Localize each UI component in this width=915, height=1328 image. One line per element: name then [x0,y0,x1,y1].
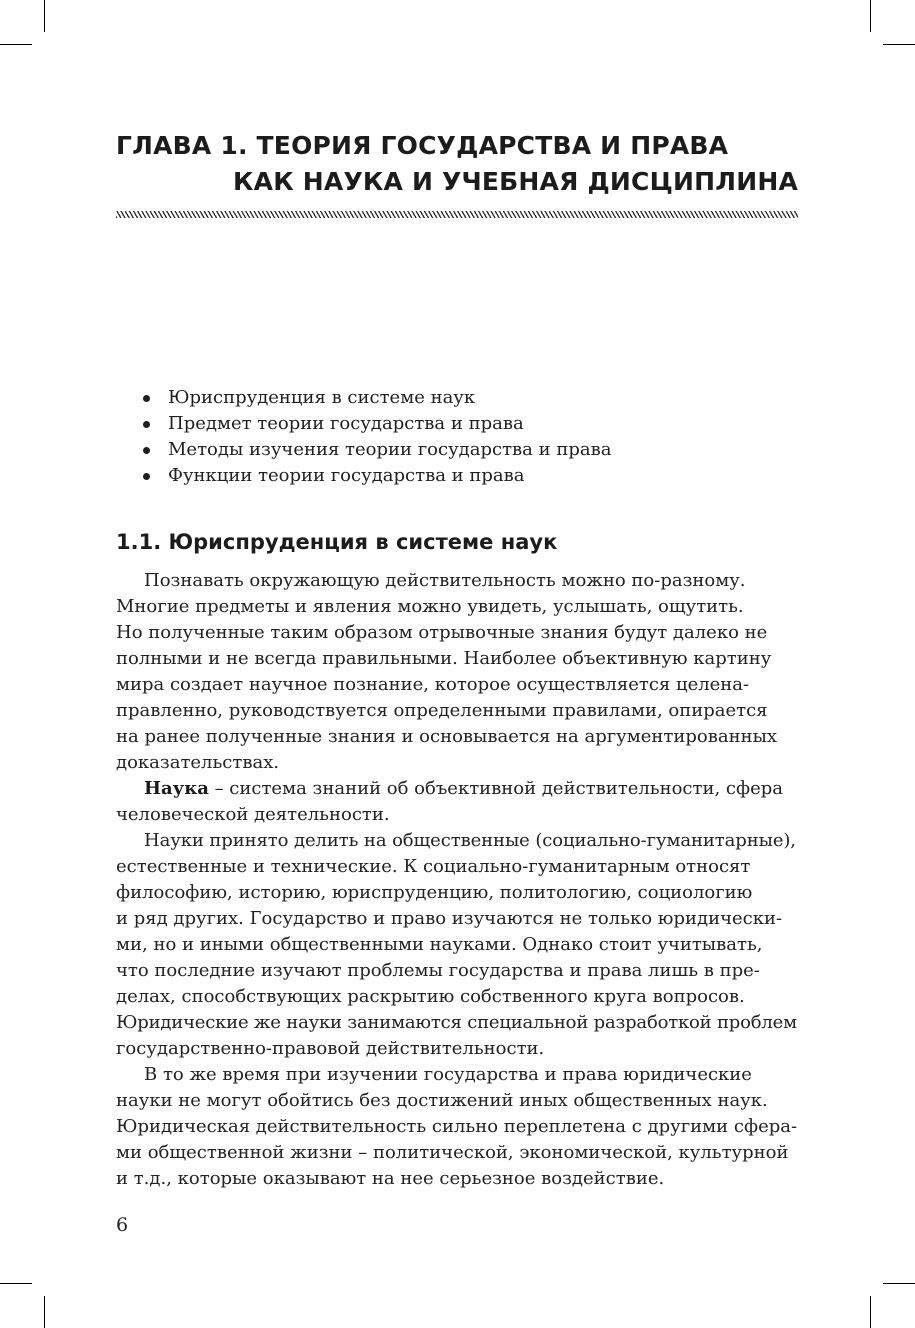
body-text [116,568,799,1192]
section-title: 1.1. Юриспруденция в системе наук [116,530,558,554]
crop-mark [0,1283,32,1284]
text-line: мира создает научное познание, которое осуществляется целена- [116,674,750,695]
crop-mark [44,1296,45,1328]
chapter-contents-list [140,385,611,489]
chapter-title-line-2: КАК НАУКА И УЧЕБНАЯ ДИСЦИПЛИНА [233,167,798,196]
text-line: философию, историю, юриспруденцию, политологию, социологию [116,882,753,903]
text-line: и т.д., которые оказывают на нее серьезное воздействие. [116,1168,665,1189]
crop-mark [44,0,45,32]
hatched-divider [116,211,798,218]
paragraph [116,568,799,776]
text-line: делах, способствующих раскрытию собственного круга вопросов. [116,986,745,1007]
paragraph [116,828,799,1062]
bullet-icon [143,473,150,480]
text-line: ми, но и иными общественными науками. Однако стоит учитывать, [116,934,763,955]
text-line: Науки принято делить на общественные (социально-гуманитарные), [144,830,796,851]
list-item: Предмет теории государства и права [140,411,611,437]
crop-mark [870,1296,871,1328]
chapter-title-line-1: ГЛАВА 1. ТЕОРИЯ ГОСУДАРСТВА И ПРАВА [116,131,729,160]
paragraph [116,1062,799,1192]
chapter-title [116,128,806,200]
text-line: Но полученные таким образом отрывочные знания будут далеко не [116,622,768,643]
text-line: на ранее полученные знания и основывается на аргументированных [116,726,778,747]
text-line: что последние изучают проблемы государства и права лишь в пре- [116,960,760,981]
text-line: полными и не всегда правильными. Наиболее объективную картину [116,648,772,669]
bullet-icon [143,447,150,454]
text-line: Юридическая действительность сильно переплетена с другими сфера- [116,1116,798,1137]
text-line [116,776,799,802]
text-line: правленно, руководствуется определенными правилами, опирается [116,700,768,721]
text-line: доказательствах. [116,752,280,773]
crop-mark [883,44,915,45]
page-number: 6 [116,1214,129,1236]
text-line: человеческой деятельности. [116,804,390,825]
text-line: Юридические же науки занимаются специальной разработкой проблем [116,1012,797,1033]
text-line: науки не могут обойтись без достижений иных общественных наук. [116,1090,768,1111]
crop-mark [0,44,32,45]
definition-text: – система знаний об объективной действительности, сфера [208,778,783,799]
text-line: и ряд других. Государство и право изучаются не только юридически- [116,908,783,929]
crop-mark [870,0,871,32]
list-item: Функции теории государства и права [140,463,611,489]
text-line: государственно-правовой действительности. [116,1038,545,1059]
text-line: Многие предметы и явления можно увидеть, услышать, ощутить. [116,596,744,617]
bullet-icon [143,395,150,402]
text-line: В то же время при изучении государства и права юридические [144,1064,752,1085]
list-item: Юриспруденция в системе наук [140,385,611,411]
list-item: Методы изучения теории государства и права [140,437,611,463]
bullet-icon [143,421,150,428]
text-line: ми общественной жизни – политической, экономической, культурной [116,1142,789,1163]
text-line: естественные и технические. К социально-гуманитарным относят [116,856,751,877]
paragraph [116,776,799,828]
crop-mark [883,1283,915,1284]
text-line: Познавать окружающую действительность можно по-разному. [144,570,746,591]
defined-term: Наука [144,778,209,799]
